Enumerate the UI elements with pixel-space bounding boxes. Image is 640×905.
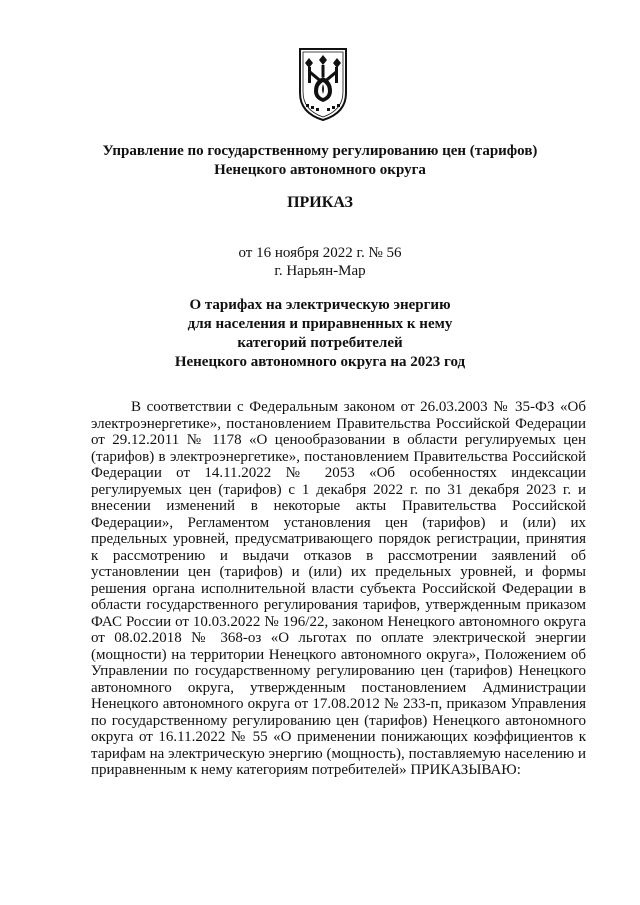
org-name-line-2: Ненецкого автономного округа bbox=[214, 162, 426, 178]
document-title-line-2: для населения и приравненных к нему bbox=[187, 316, 453, 332]
nenets-coat-of-arms-icon bbox=[297, 47, 349, 122]
document-title-line-3: категорий потребителей bbox=[237, 335, 403, 351]
body-paragraph: В соответствии с Федеральным законом от 26.03.2003 № 35-ФЗ «Об электроэнергетике», постановлением Правительства Российской Федерации от 29.12.2011 № 1178 «О ценообразовании в области регулируемых цен (тарифов) в электроэнергетике», постановлением Правительства Российской Федерации от 14.11.2022 № 2053 «Об особенностях индексации регулируемых цен (тарифов) с 1 декабря 2022 г. по 31 декабря 2023 г. и внесении изменений в некоторые акты Правительства Российской Федерации», Регламентом установления цен (тарифов) и (или) их предельных уровней, предусматривающего порядок регистрации, принятия к рассмотрению и выдачи отказов в рассмотрении заявлений об установлении цен (тарифов) и (или) их предельных уровней, и формы решения органа исполнительной власти субъекта Российской Федерации в области государственного регулирования тарифов, утвержденным приказом ФАС России от 10.03.2022 № 196/22, законом Ненецкого автономного округа от 08.02.2018 № 368-оз «О льготах по оплате электрической энергии (мощности) на территории Ненецкого автономного округа», Положением об Управлении по государственному регулированию цен (тарифов) Ненецкого автономного округа, утвержденным постановлением Администрации Ненецкого автономного округа от 17.08.2012 № 233-п, приказом Управления по государственному регулированию цен (тарифов) Ненецкого автономного округа от 16.11.2022 № 55 «О применении понижающих коэффициентов к тарифам на электрическую энергию (мощность), поставляемую населению и приравненным к нему категориям потребителей» ПРИКАЗЫВАЮ: bbox=[91, 399, 586, 778]
org-name-line-1: Управление по государственному регулированию цен (тарифов) bbox=[102, 143, 538, 159]
document-title-line-1: О тарифах на электрическую энергию bbox=[189, 297, 451, 313]
document-place: г. Нарьян-Мар bbox=[274, 263, 366, 279]
document-type: ПРИКАЗ bbox=[287, 194, 353, 211]
document-date-number: от 16 ноября 2022 г. № 56 bbox=[238, 245, 402, 261]
document-title-line-4: Ненецкого автономного округа на 2023 год bbox=[174, 354, 466, 370]
